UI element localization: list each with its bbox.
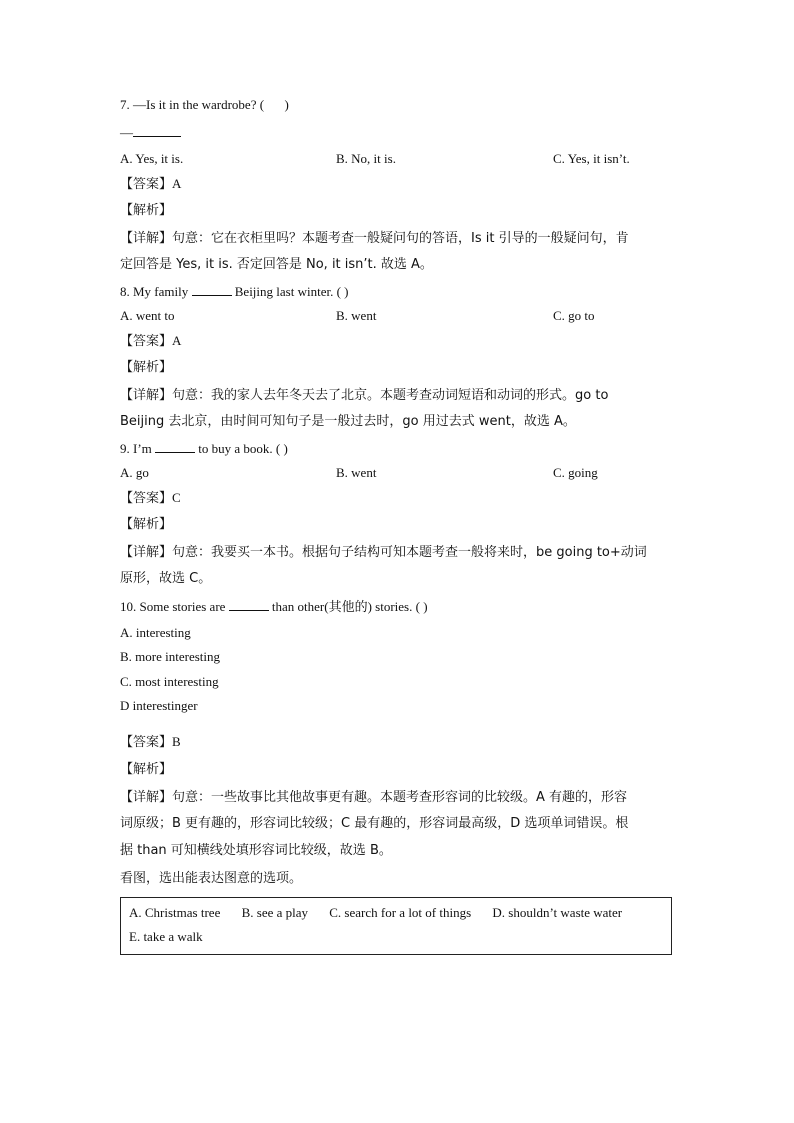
question-7-stem bbox=[120, 96, 289, 114]
detail-text: 句意：我要买一本书。根据句子结构可知本题考查一般将来时，be going to+动词 bbox=[172, 545, 647, 560]
answer-value: C bbox=[172, 490, 181, 505]
word-bank-box bbox=[120, 897, 672, 955]
q10-stem-rest: than other(其他的) stories. ( ) bbox=[271, 599, 428, 614]
q8-option-b: B. went bbox=[336, 308, 377, 323]
q10-answer bbox=[120, 733, 181, 752]
question-10-stem bbox=[120, 598, 428, 616]
answer-value: B bbox=[172, 734, 181, 749]
answer-blank bbox=[155, 440, 195, 453]
section-instruction: 看图，选出能表达图意的选项。 bbox=[120, 871, 303, 886]
q7-detail-line-2: 定回答是 Yes, it is. 否定回答是 No, it isn’t. 故选 A。 bbox=[120, 257, 433, 272]
answer-label: 【答案】 bbox=[120, 491, 173, 506]
q10-detail-line-1 bbox=[120, 788, 627, 807]
detail-label: 【详解】 bbox=[120, 790, 173, 805]
word-bank-option-a: A. Christmas tree bbox=[129, 905, 221, 920]
word-bank-row-1 bbox=[129, 904, 622, 922]
answer-value: A bbox=[172, 333, 182, 348]
q10-detail-line-2: 词原级；B 更有趣的，形容词比较级；C 最有趣的，形容词最高级，D 选项单词错误。根 bbox=[120, 816, 629, 831]
q7-option-c: C. Yes, it isn’t. bbox=[553, 151, 630, 166]
q10-option-b: B. more interesting bbox=[120, 649, 221, 664]
q9-analysis-label: 【解析】 bbox=[120, 517, 173, 532]
word-bank-option-b: B. see a play bbox=[241, 905, 309, 920]
answer-label: 【答案】 bbox=[120, 735, 173, 750]
q8-detail-line-1 bbox=[120, 386, 608, 405]
detail-label: 【详解】 bbox=[120, 545, 173, 560]
detail-text: 句意：一些故事比其他故事更有趣。本题考查形容词的比较级。A 有趣的，形容 bbox=[172, 790, 628, 805]
q10-stem-text: 10. Some stories are bbox=[120, 599, 226, 614]
q7-reply-dash: — bbox=[120, 125, 133, 140]
q10-detail-line-3: 据 than 可知横线处填形容词比较级，故选 B。 bbox=[120, 843, 392, 858]
q8-answer bbox=[120, 332, 181, 351]
q10-option-d: D interestinger bbox=[120, 698, 198, 713]
q9-answer bbox=[120, 489, 181, 508]
q9-stem-text: 9. I’m bbox=[120, 441, 152, 456]
q9-option-c: C. going bbox=[553, 465, 598, 480]
word-bank-option-c: C. search for a lot of things bbox=[329, 905, 472, 920]
word-bank-option-e: E. take a walk bbox=[129, 929, 203, 944]
answer-label: 【答案】 bbox=[120, 334, 173, 349]
question-9-stem bbox=[120, 440, 288, 458]
answer-blank bbox=[192, 283, 232, 296]
q10-option-a: A. interesting bbox=[120, 625, 191, 640]
answer-label: 【答案】 bbox=[120, 177, 173, 192]
q7-stem-close: ) bbox=[284, 97, 289, 112]
question-8-stem bbox=[120, 283, 348, 301]
q9-option-a: A. go bbox=[120, 465, 149, 480]
q10-analysis-label: 【解析】 bbox=[120, 762, 173, 777]
q7-analysis-label: 【解析】 bbox=[120, 203, 173, 218]
q8-stem-rest: Beijing last winter. ( ) bbox=[234, 284, 349, 299]
q8-option-c: C. go to bbox=[553, 308, 595, 323]
q8-analysis-label: 【解析】 bbox=[120, 360, 173, 375]
word-bank-row-2 bbox=[129, 928, 221, 946]
q8-option-a: A. went to bbox=[120, 308, 175, 323]
q9-stem-rest: to buy a book. ( ) bbox=[198, 441, 288, 456]
answer-blank bbox=[133, 124, 181, 137]
word-bank-option-d: D. shouldn’t waste water bbox=[492, 905, 623, 920]
answer-value: A bbox=[172, 176, 182, 191]
q9-detail-line-2: 原形，故选 C。 bbox=[120, 571, 212, 586]
detail-text: 句意：我的家人去年冬天去了北京。本题考查动词短语和动词的形式。go to bbox=[172, 388, 609, 403]
detail-label: 【详解】 bbox=[120, 231, 173, 246]
q7-option-a: A. Yes, it is. bbox=[120, 151, 184, 166]
q7-answer bbox=[120, 175, 181, 194]
answer-blank bbox=[229, 598, 269, 611]
q8-stem-text: 8. My family bbox=[120, 284, 189, 299]
q10-option-c: C. most interesting bbox=[120, 674, 219, 689]
q7-detail-line-1 bbox=[120, 229, 629, 248]
q9-option-b: B. went bbox=[336, 465, 377, 480]
q7-option-b: B. No, it is. bbox=[336, 151, 396, 166]
q7-stem-text: 7. —Is it in the wardrobe? ( bbox=[120, 97, 265, 112]
question-7-reply-line bbox=[120, 124, 181, 142]
q8-detail-line-2: Beijing 去北京，由时间可知句子是一般过去时，go 用过去式 went，故选 A。 bbox=[120, 414, 576, 429]
detail-label: 【详解】 bbox=[120, 388, 173, 403]
detail-text: 句意：它在衣柜里吗？本题考查一般疑问句的答语，Is it 引导的一般疑问句，肯 bbox=[172, 231, 629, 246]
q9-detail-line-1 bbox=[120, 543, 647, 562]
